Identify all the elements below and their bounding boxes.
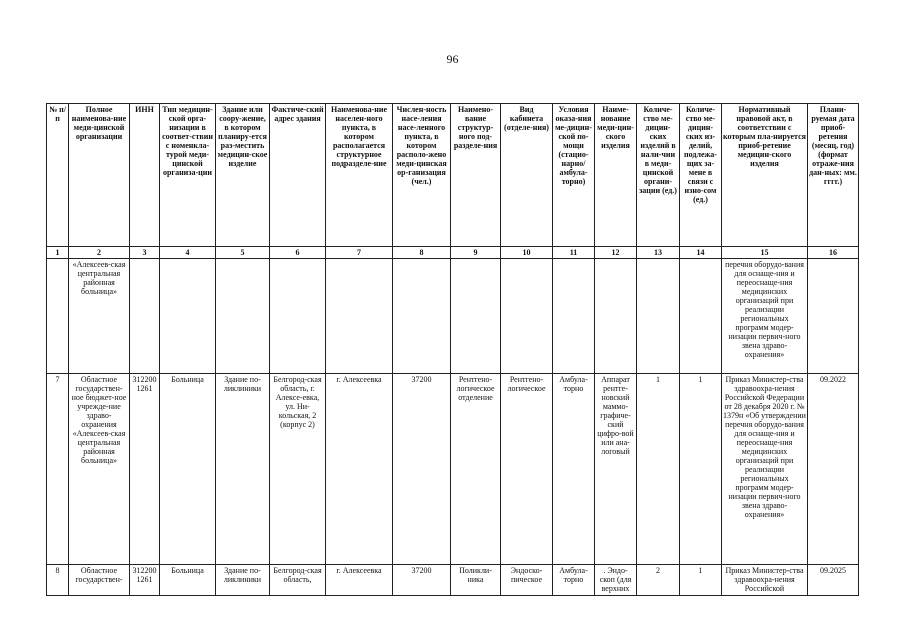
qty-available-cell: 1 (637, 374, 680, 565)
col-number: 3 (130, 247, 160, 259)
legal-act-cell: Приказ Министер-ства здравоохра-нения Российской (722, 565, 808, 596)
medical-equipment-table (46, 103, 859, 596)
col-header: Наиме-нование меди-цин-ского изделия (595, 104, 637, 247)
col-header: ИНН (130, 104, 160, 247)
continuation-row (47, 259, 859, 374)
conditions-cell: Амбула-торно (553, 565, 595, 596)
settlement-cell: г. Алексеевка (326, 374, 393, 565)
col-number: 8 (393, 247, 451, 259)
table-cell (270, 259, 326, 374)
col-number: 4 (160, 247, 216, 259)
table-cell (808, 259, 859, 374)
col-header: Числен-ность насе-ления насе-ленного пункта, в котором располо-жено меди-цинская ор-ганизация (чел.) (393, 104, 451, 247)
table-cell (160, 259, 216, 374)
col-number: 10 (501, 247, 553, 259)
col-header: Фактиче-ский адрес здания (270, 104, 326, 247)
building-cell: Здание по-ликлиники (216, 374, 270, 565)
subdivision-cell: Поликли-ника (451, 565, 501, 596)
org-name-cell: Областное государствен- (69, 565, 130, 596)
cabinet-cell: Рентгено-логическое (501, 374, 553, 565)
col-header: Наимено-вание структур-ного под-разделе-ния (451, 104, 501, 247)
inn-cell: 312200 1261 (130, 565, 160, 596)
cabinet-cell: Эндоско-пическое (501, 565, 553, 596)
col-header: Здание или соору-жение, в котором планиру-ется раз-местить медицин-ское изделие (216, 104, 270, 247)
table-cell (130, 259, 160, 374)
col-number: 16 (808, 247, 859, 259)
table-cell (553, 259, 595, 374)
col-header: Полное наименова-ние меди-цинской организации (69, 104, 130, 247)
table-cell (47, 259, 69, 374)
page-number: 96 (446, 52, 459, 66)
col-number: 2 (69, 247, 130, 259)
col-number: 1 (47, 247, 69, 259)
header-row (47, 104, 859, 247)
col-number: 14 (680, 247, 722, 259)
table-row (47, 565, 859, 596)
col-header: Количе-ство ме-дицин-ских изделий в нали-чии в меди-цинской органи-зации (ед.) (637, 104, 680, 247)
col-number: 5 (216, 247, 270, 259)
subdivision-cell: Рентгено-логическое отделение (451, 374, 501, 565)
col-header: № п/п (47, 104, 69, 247)
legal-act-cell: Приказ Министер-ства здравоохра-нения Российской Федерации от 28 декабря 2020 г. № 1379н «Об утверждении перечня оборудо-вания для оснаще-ния и переоснаще-ния медицинских организаций при реализации региональных программ модер-низации первич-ного звена здраво-охранения» (722, 374, 808, 565)
col-number: 9 (451, 247, 501, 259)
conditions-cell: Амбула-торно (553, 374, 595, 565)
column-number-row (47, 247, 859, 259)
col-number: 13 (637, 247, 680, 259)
device-cell: Аппарат рентге-новский маммо-графиче-ский цифро-вой или ана-логовый (595, 374, 637, 565)
qty-available-cell: 2 (637, 565, 680, 596)
table-row (47, 374, 859, 565)
col-number: 15 (722, 247, 808, 259)
table-cell (595, 259, 637, 374)
col-header: Наименова-ние населен-ного пункта, в котором располагается структурное подразделе-ние (326, 104, 393, 247)
address-cell: Белгород-ская область, г. Алексе-евка, ул. Ни-кольская, 2 (корпус 2) (270, 374, 326, 565)
row-number-cell: 8 (47, 565, 69, 596)
table-cell (326, 259, 393, 374)
inn-cell: 312200 1261 (130, 374, 160, 565)
table-cell (393, 259, 451, 374)
table-cell (501, 259, 553, 374)
page-bottom-margin (0, 603, 905, 640)
col-header: Условия оказа-ния ме-дицин-ской по-мощи (стацио-нарно/ амбула-торно) (553, 104, 595, 247)
org-type-cell: Больница (160, 565, 216, 596)
col-header: Нормативный правовой акт, в соответствии с которым пла-нируется приоб-ретение медицин-ского изделия (722, 104, 808, 247)
col-number: 7 (326, 247, 393, 259)
qty-replace-cell: 1 (680, 565, 722, 596)
population-cell: 37200 (393, 565, 451, 596)
address-cell: Белгород-ская область, (270, 565, 326, 596)
col-header: Вид кабинета (отделе-ния) (501, 104, 553, 247)
col-number: 6 (270, 247, 326, 259)
org-name-cell: Областное государствен-ное бюджет-ное учрежде-ние здраво-охранения «Алексеев-ская центральная районная больница» (69, 374, 130, 565)
device-cell: . Эндо-скоп (для верхних (595, 565, 637, 596)
col-number: 12 (595, 247, 637, 259)
table-cell (216, 259, 270, 374)
col-number: 11 (553, 247, 595, 259)
col-header: Плани-руемая дата приоб-ретения (месяц, год) (формат отраже-ния дан-ных: мм. гггг.) (808, 104, 859, 247)
building-cell: Здание по-ликлиники (216, 565, 270, 596)
population-cell: 37200 (393, 374, 451, 565)
org-name-cell: «Алексеев-ская центральная районная больница» (69, 259, 130, 374)
col-header: Тип медицин-ской орга-низации в соответ-ствии с номенкла-турой меди-цинской организа-ции (160, 104, 216, 247)
table-cell (451, 259, 501, 374)
settlement-cell: г. Алексеевка (326, 565, 393, 596)
legal-act-cell: перечня оборудо-вания для оснаще-ния и переоснаще-ния медицинских организаций при реализации региональных программ модер-низации первич-ного звена здраво-охранения» (722, 259, 808, 374)
table-cell (680, 259, 722, 374)
table-cell (637, 259, 680, 374)
date-cell: 09.2022 (808, 374, 859, 565)
org-type-cell: Больница (160, 374, 216, 565)
col-header: Количе-ство ме-дицин-ских из-делий, подлежа-щих за-мене в связи с изно-сом (ед.) (680, 104, 722, 247)
date-cell: 09.2025 (808, 565, 859, 596)
row-number-cell: 7 (47, 374, 69, 565)
qty-replace-cell: 1 (680, 374, 722, 565)
